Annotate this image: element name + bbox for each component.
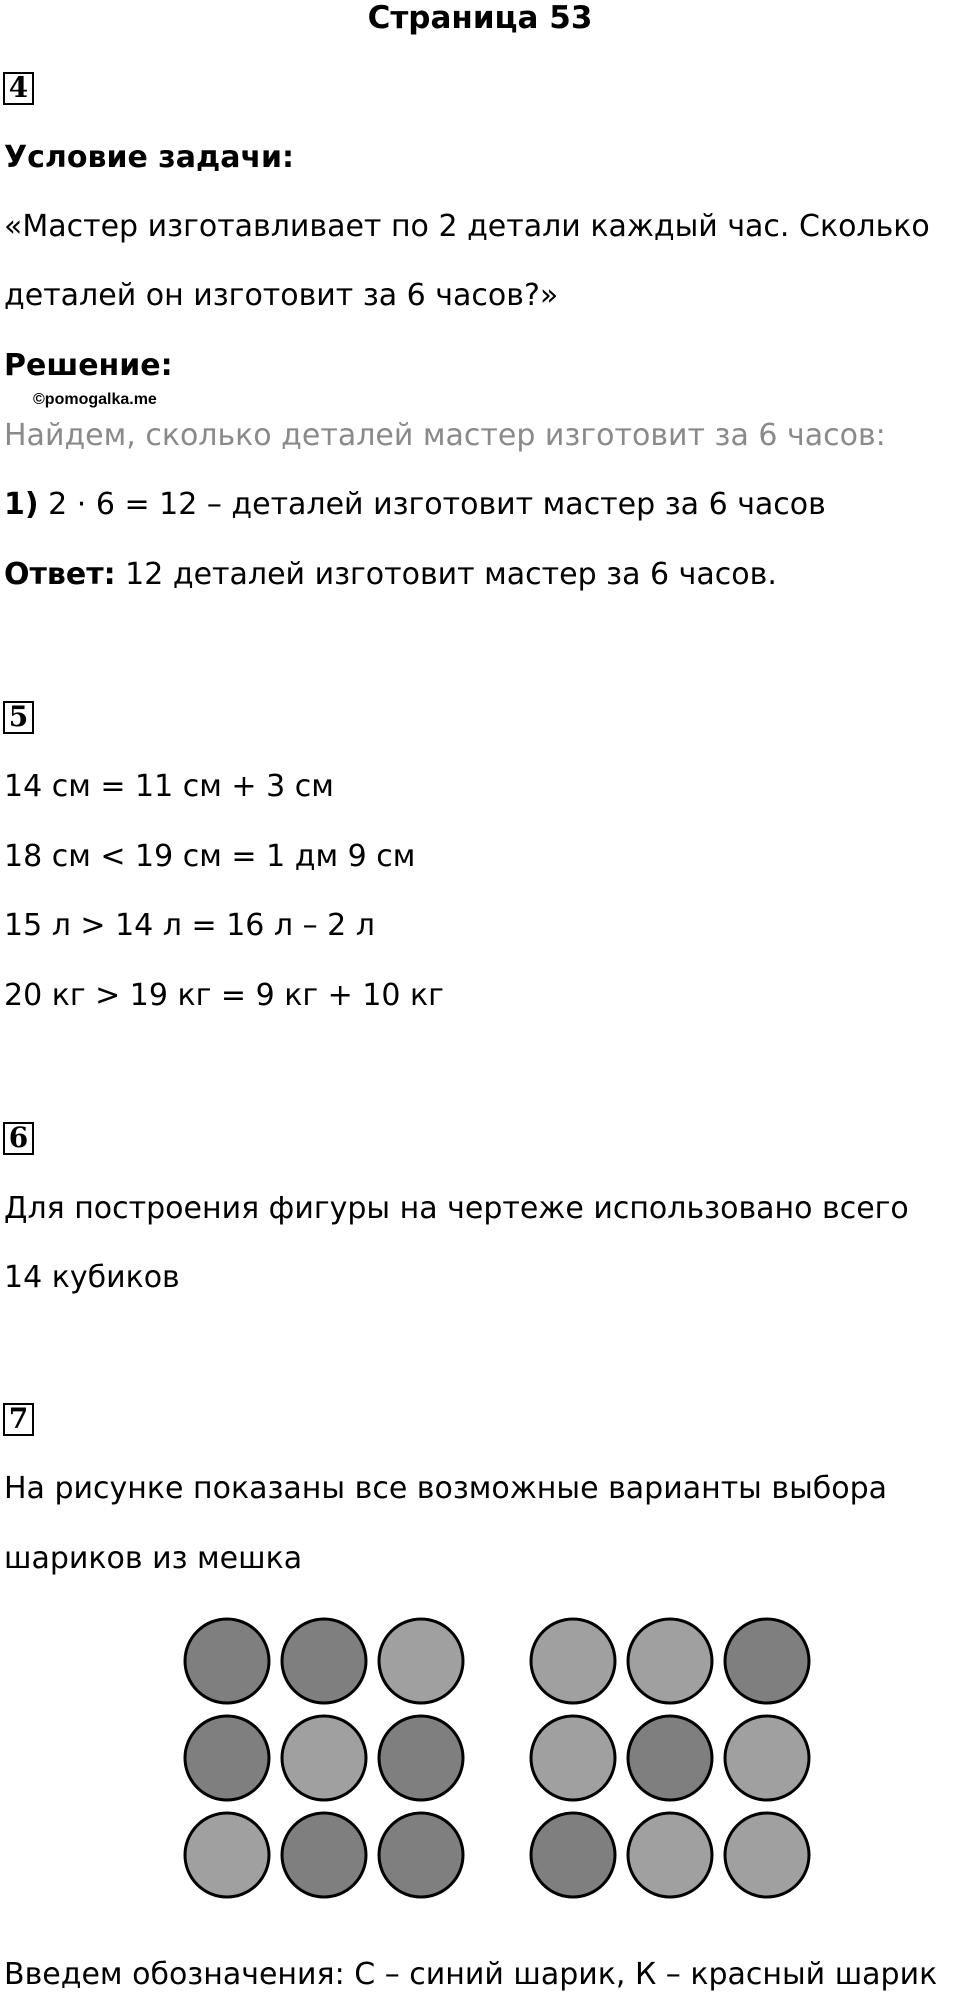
ball-dark — [185, 1716, 269, 1800]
ball-light — [531, 1619, 615, 1703]
comparison-line: 20 кг > 19 кг = 9 кг + 10 кг — [4, 978, 444, 1013]
ball-dark — [379, 1716, 463, 1800]
page-title: Страница 53 — [367, 0, 593, 36]
ball-light — [725, 1716, 809, 1800]
comparison-line: 14 см = 11 см + 3 см — [4, 769, 334, 804]
ball-group-2 — [531, 1619, 809, 1897]
step-number: 1) — [4, 487, 39, 522]
ball-light — [379, 1619, 463, 1703]
ball-dark — [282, 1813, 366, 1897]
comparison-line: 18 см < 19 см = 1 дм 9 см — [4, 839, 416, 874]
condition-line-2: деталей он изготовит за 6 часов?» — [4, 278, 559, 313]
task7-line-1: На рисунке показаны все возможные варианты выбора — [4, 1471, 888, 1506]
ball-dark — [379, 1813, 463, 1897]
ball-group-1 — [185, 1619, 463, 1897]
solution-label: Решение: — [4, 348, 173, 383]
solution-hint: Найдем, сколько деталей мастер изготовит за 6 часов: — [4, 418, 886, 453]
task-number-7: 7 — [3, 1403, 34, 1436]
comparison-line: 15 л > 14 л = 16 л – 2 л — [4, 908, 375, 943]
legend-line: Введем обозначения: С – синий шарик, К – красный шарик — [4, 1957, 938, 1992]
task6-line-1: Для построения фигуры на чертеже использовано всего — [4, 1191, 909, 1226]
ball-light — [725, 1813, 809, 1897]
answer-label: Ответ: — [4, 557, 116, 592]
task-number-6: 6 — [3, 1122, 34, 1155]
ball-light — [628, 1813, 712, 1897]
ball-dark — [531, 1813, 615, 1897]
task-number-5: 5 — [3, 701, 34, 734]
task7-line-2: шариков из мешка — [4, 1541, 303, 1576]
ball-light — [282, 1716, 366, 1800]
task-number-4: 4 — [3, 72, 34, 105]
ball-light — [531, 1716, 615, 1800]
ball-dark — [282, 1619, 366, 1703]
ball-dark — [628, 1716, 712, 1800]
watermark: ©pomogalka.me — [33, 391, 157, 408]
ball-light — [185, 1813, 269, 1897]
task6-line-2: 14 кубиков — [4, 1260, 180, 1295]
step-text: 2 · 6 = 12 – деталей изготовит мастер за 6 часов — [38, 487, 826, 522]
ball-dark — [185, 1619, 269, 1703]
ball-light — [628, 1619, 712, 1703]
condition-label: Условие задачи: — [4, 140, 295, 175]
ball-dark — [725, 1619, 809, 1703]
condition-line-1: «Мастер изготавливает по 2 детали каждый час. Сколько — [4, 209, 930, 244]
answer-text: 12 деталей изготовит мастер за 6 часов. — [115, 557, 777, 592]
